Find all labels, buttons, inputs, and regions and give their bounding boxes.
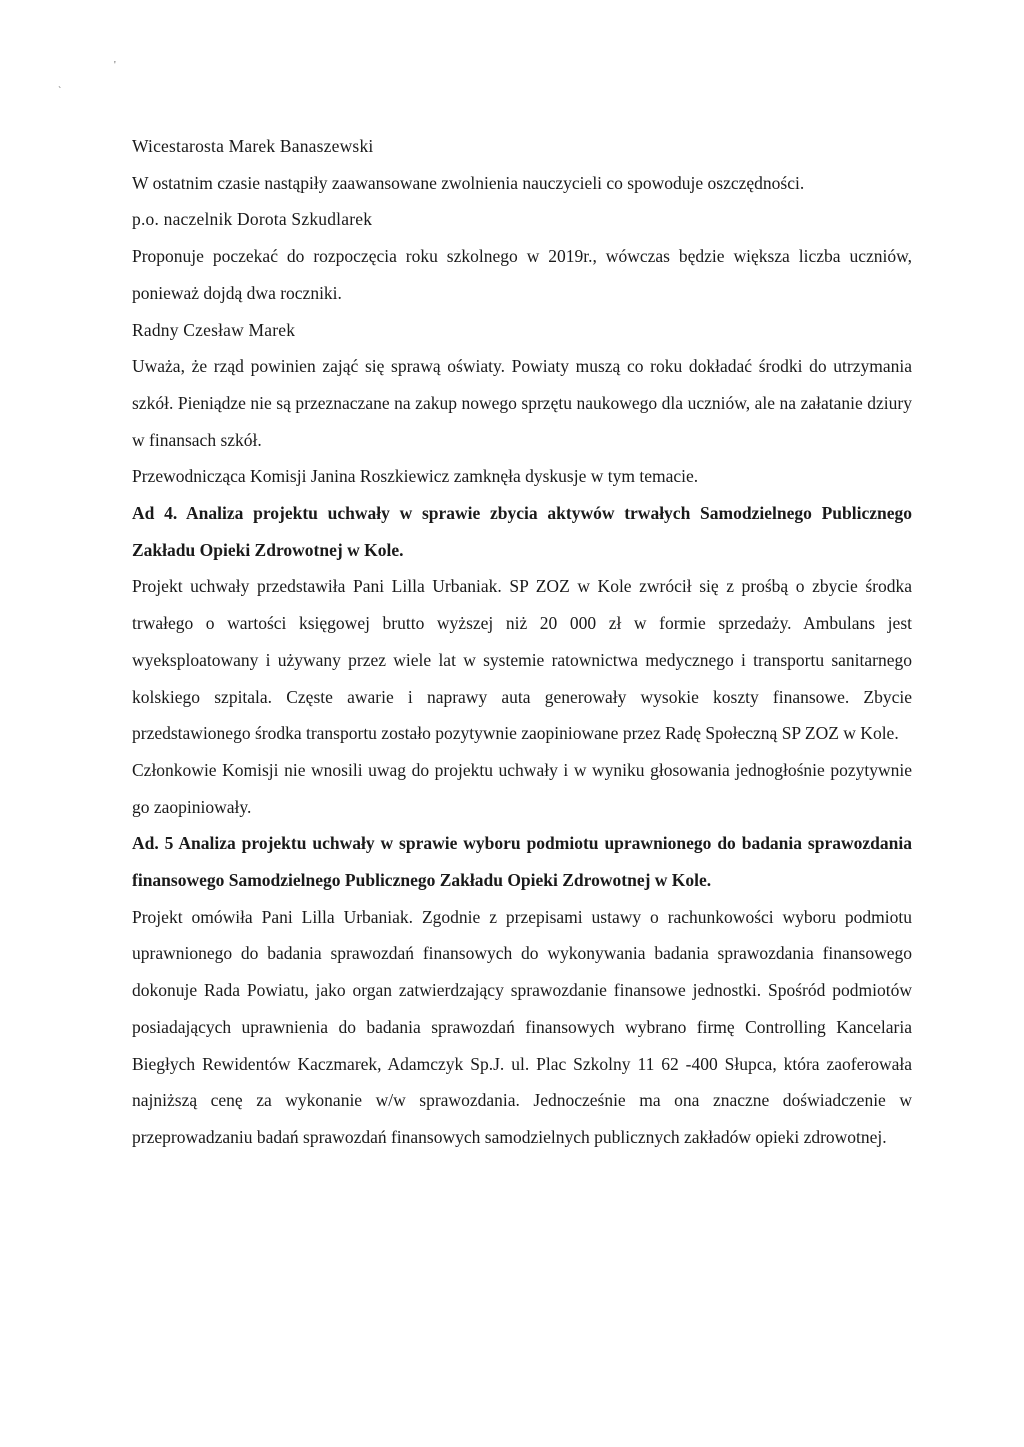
paragraph: Przewodnicząca Komisji Janina Roszkiewicz zamknęła dyskusje w tym temacie. — [132, 466, 699, 487]
paragraph: Projekt uchwały przedstawiła Pani Lilla Urbaniak. SP ZOZ w Kole zwrócił się z prośbą o zbycie środka trwałego o wartości księgowej brutto wyższej niż 20 000 zł w formie sprzedaży. Ambulans jest wyeksploatowany i używany przez wiele lat w systemie ratownictwa medycznego i transportu sanitarnego kolskiego szpitala. Częste awarie i naprawy auta generowały wysokie koszty finansowe. Zbycie przedstawionego środka transportu zostało pozytywnie zaopiniowane przez Radę Społeczną SP ZOZ w Kole. — [132, 576, 912, 744]
speaker-name: p.o. naczelnik Dorota Szkudlarek — [132, 209, 373, 230]
paragraph: Uważa, że rząd powinien zająć się sprawą oświaty. Powiaty muszą co roku dokładać środki do utrzymania szkół. Pieniądze nie są przeznaczane na zakup nowego sprzętu naukowego dla uczniów, ale na załatanie dziury w finansach szkół. — [132, 356, 912, 450]
scan-mark: ` — [58, 86, 62, 97]
paragraph: Projekt omówiła Pani Lilla Urbaniak. Zgodnie z przepisami ustawy o rachunkowości wyboru podmiotu uprawnionego do badania sprawozdań finansowych do wykonywania badania sprawozdania finansowego dokonuje Rada Powiatu, jako organ zatwierdzający sprawozdanie finansowe jednostki. Spośród podmiotów posiadających uprawnienia do badania sprawozdań finansowych wybrano firmę Controlling Kancelaria Biegłych Rewidentów Kaczmarek, Adamczyk Sp.J. ul. Plac Szkolny 11 62 -400 Słupca, która zaoferowała najniższą cenę za wykonanie w/w sprawozdania. Jednocześnie ma ona znaczne doświadczenie w przeprowadzaniu badań sprawozdań finansowych samodzielnych publicznych zakładów opieki zdrowotnej. — [132, 906, 912, 1147]
scan-mark: ' — [114, 60, 116, 71]
agenda-heading — [132, 825, 912, 898]
agenda-title: Analiza projektu uchwały w sprawie wyboru podmiotu uprawnionego do badania sprawozdania finansowego Samodzielnego Publicznego Zakładu Opieki Zdrowotnej w Kole. — [132, 833, 912, 891]
document-body — [132, 128, 912, 1156]
paragraph: W ostatnim czasie nastąpiły zaawansowane zwolnienia nauczycieli co spowoduje oszczędności. — [132, 172, 805, 193]
agenda-heading — [132, 495, 912, 568]
agenda-number: Ad. 5 — [132, 833, 174, 854]
agenda-title: Analiza projektu uchwały w sprawie zbycia aktywów trwałych Samodzielnego Publicznego Zakładu Opieki Zdrowotnej w Kole. — [132, 503, 912, 560]
speaker-name: Radny Czesław Marek — [132, 319, 296, 340]
paragraph: Członkowie Komisji nie wnosili uwag do projektu uchwały i w wyniku głosowania jednogłośnie pozytywnie go zaopiniowały. — [132, 759, 912, 817]
agenda-number: Ad 4. — [132, 503, 178, 524]
paragraph: Proponuje poczekać do rozpoczęcia roku szkolnego w 2019r., wówczas będzie większa liczba uczniów, ponieważ dojdą dwa roczniki. — [132, 246, 912, 303]
speaker-name: Wicestarosta Marek Banaszewski — [132, 136, 374, 156]
